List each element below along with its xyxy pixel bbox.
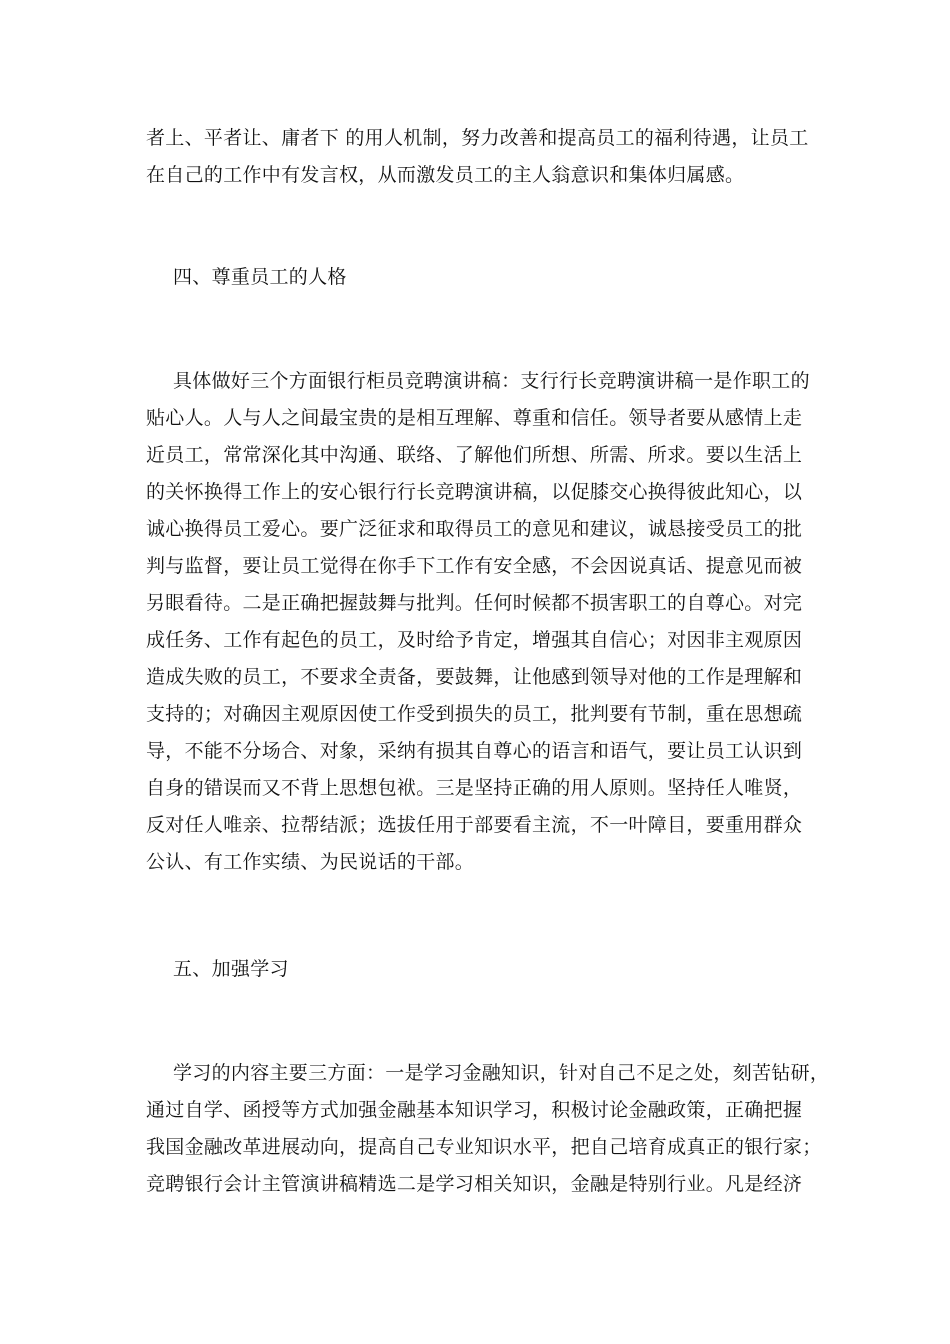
paragraph-line: 具体做好三个方面银行柜员竞聘演讲稿：支行行长竞聘演讲稿一是作职工的 [173, 370, 810, 392]
paragraph-line: 公认、有工作实绩、为民说话的干部。 [146, 851, 475, 873]
paragraph-line: 另眼看待。二是正确把握鼓舞与批判。任何时候都不损害职工的自尊心。对完 [146, 592, 803, 614]
paragraph-line: 诚心换得员工爱心。要广泛征求和取得员工的意见和建议，诚恳接受员工的批 [146, 518, 803, 540]
paragraph-line: 学习的内容主要三方面：一是学习金融知识，针对自己不足之处，刻苦钻研， [173, 1062, 830, 1084]
paragraph-line: 我国金融改革进展动向，提高自己专业知识水平，把自己培育成真正的银行家； [146, 1136, 822, 1158]
paragraph-line: 支持的；对确因主观原因使工作受到损失的员工，批判要有节制，重在思想疏 [146, 703, 803, 725]
paragraph-line: 造成失败的员工，不要求全责备，要鼓舞，让他感到领导对他的工作是理解和 [146, 666, 803, 688]
paragraph-line: 贴心人。人与人之间最宝贵的是相互理解、尊重和信任。领导者要从感情上走 [146, 407, 803, 429]
paragraph-line: 在自己的工作中有发言权，从而激发员工的主人翁意识和集体归属感。 [146, 164, 745, 186]
section-heading: 四、尊重员工的人格 [173, 266, 347, 288]
paragraph-line: 竞聘银行会计主管演讲稿精选二是学习相关知识，金融是特别行业。凡是经济 [146, 1173, 803, 1195]
section-heading: 五、加强学习 [173, 958, 289, 980]
paragraph-line: 者上、平者让、庸者下 的用人机制，努力改善和提高员工的福利待遇，让员工 [146, 127, 809, 149]
paragraph-line: 的关怀换得工作上的安心银行行长竞聘演讲稿，以促膝交心换得彼此知心，以 [146, 481, 803, 503]
paragraph-line: 判与监督，要让员工觉得在你手下工作有安全感，不会因说真话、提意见而被 [146, 555, 803, 577]
paragraph-line: 近员工，常常深化其中沟通、联络、了解他们所想、所需、所求。要以生活上 [146, 444, 803, 466]
paragraph-line: 自身的错误而又不背上思想包袱。三是坚持正确的用人原则。坚持任人唯贤， [146, 777, 803, 799]
paragraph-line: 通过自学、函授等方式加强金融基本知识学习，积极讨论金融政策，正确把握 [146, 1099, 803, 1121]
paragraph-line: 反对任人唯亲、拉帮结派；选拔任用于部要看主流，不一叶障目，要重用群众 [146, 814, 803, 836]
paragraph-line: 成任务、工作有起色的员工，及时给予肯定，增强其自信心；对因非主观原因 [146, 629, 803, 651]
paragraph-line: 导，不能不分场合、对象，采纳有损其自尊心的语言和语气，要让员工认识到 [146, 740, 803, 762]
